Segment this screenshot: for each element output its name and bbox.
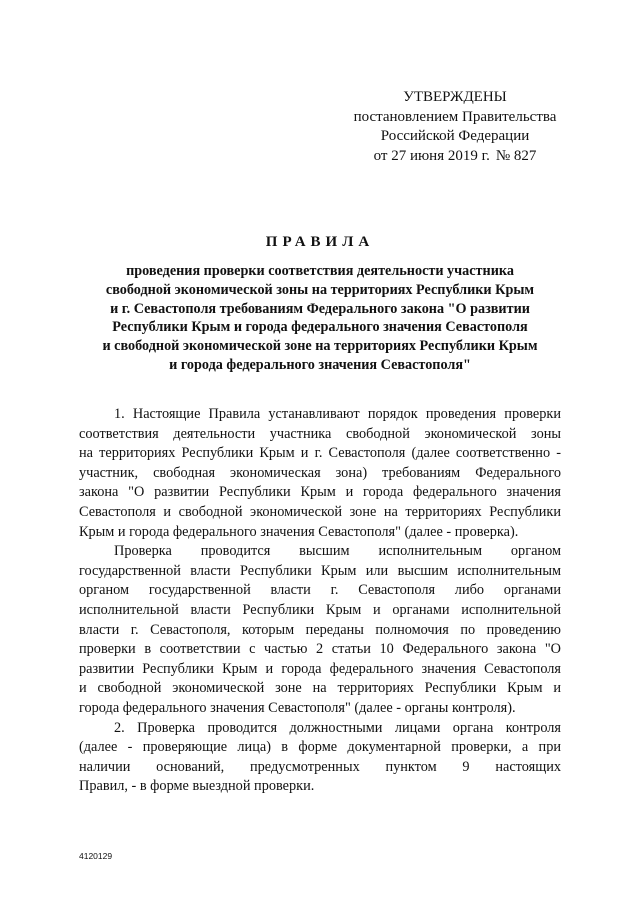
approval-line-2: Российской Федерации: [380, 128, 530, 144]
subtitle-line: Республики Крым и города федерального значения Севастополя: [112, 319, 528, 336]
paragraph-2-line: органом государственной власти г. Севастополя либо органами: [79, 582, 561, 599]
paragraph-3-line: 2. Проверка проводится должностными лицами органа контроля: [114, 719, 561, 736]
subtitle-line: свободной экономической зоны на территориях Республики Крым: [105, 281, 535, 298]
paragraph-2-line: Проверка проводится высшим исполнительным органом: [114, 543, 561, 560]
subtitle-line: и города федерального значения Севастополя": [169, 356, 471, 373]
paragraph-1-line: Севастополя и свободной экономической зоне на территориях Республики: [79, 503, 561, 520]
approval-date: от 27 июня 2019 г.: [373, 147, 490, 164]
subtitle-line: и свободной экономической зоне на территориях Республики Крым: [102, 338, 538, 355]
paragraph-2-line: развитии Республики Крым и города федерального значения Севастополя: [79, 660, 561, 677]
paragraph-1-line: закона "О развитии Республики Крым и города федерального значения: [79, 484, 561, 501]
approval-line-1: постановлением Правительства: [353, 108, 557, 125]
paragraph-2-line: государственной власти Республики Крым или высшим исполнительным: [79, 562, 561, 579]
paragraph-2-line: проверки в соответствии с частью 2 статьи 10 Федерального закона "О: [79, 641, 561, 658]
paragraph-2-line: города федерального значения Севастополя" (далее - органы контроля).: [79, 699, 516, 716]
document-body: [79, 405, 561, 797]
paragraph-2-line: исполнительной власти Республики Крым и органами исполнительной: [79, 601, 561, 618]
document-code: 4120129: [79, 851, 113, 861]
paragraph-3-line: (далее - проверяющие лица) в форме документарной проверки, а при: [79, 739, 561, 756]
paragraph-2-line: власти г. Севастополя, которым переданы полномочия по проведению: [79, 621, 561, 638]
paragraph-3-line: Правил, - в форме выездной проверки.: [79, 778, 315, 795]
paragraph-1-line: участник, свободная экономическая зона) требованиям Федерального: [79, 464, 561, 481]
paragraph-1-line: соответствия деятельности участника свободной экономической зоны: [79, 425, 561, 442]
paragraph-1-line: на территориях Республики Крым и г. Севастополя (далее соответственно -: [79, 445, 561, 462]
approval-heading: УТВЕРЖДЕНЫ: [403, 89, 507, 105]
document-subtitle: [60, 262, 580, 375]
paragraph-1-line: Крым и города федерального значения Севастополя" (далее - проверка).: [79, 523, 519, 540]
subtitle-line: проведения проверки соответствия деятельности участника: [126, 263, 514, 279]
approval-number: № 827: [495, 147, 537, 164]
paragraph-1-line: 1. Настоящие Правила устанавливают порядок проведения проверки: [114, 406, 561, 422]
paragraph-3-line: наличии оснований, предусмотренных пунктом 9 настоящих: [79, 758, 561, 775]
approval-block: [340, 88, 570, 166]
paragraph-2-line: и свободной экономической зоне на территориях Республики Крым и: [79, 680, 561, 697]
subtitle-line: и г. Севастополя требованиям Федерального закона "О развитии: [110, 300, 530, 317]
document-title: ПРАВИЛА: [265, 234, 375, 250]
approval-date-line: [340, 147, 570, 167]
